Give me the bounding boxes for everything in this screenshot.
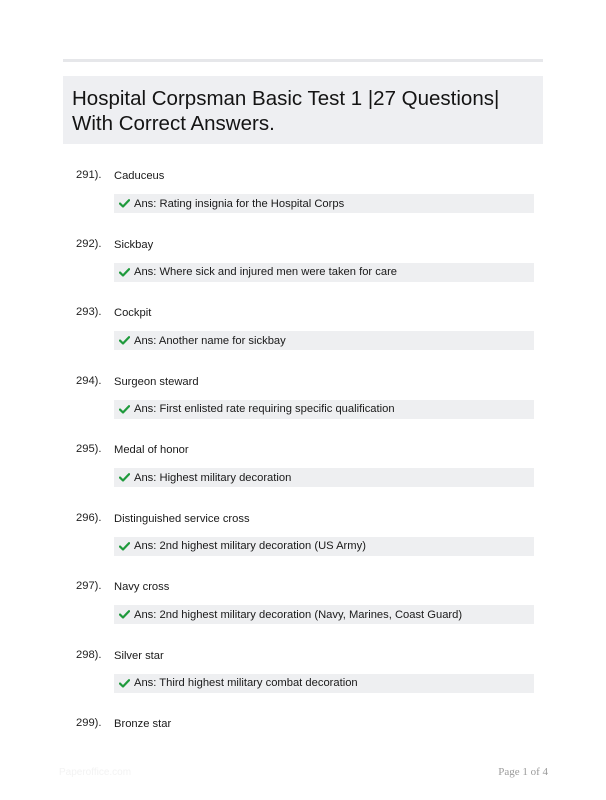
question-list	[63, 167, 543, 784]
page-number: Page 1 of 4	[498, 766, 548, 778]
answer-box	[114, 537, 534, 556]
question-text: Navy cross	[114, 581, 170, 593]
answer-text: Ans: First enlisted rate requiring specific qualification	[134, 403, 395, 415]
question-text: Distinguished service cross	[114, 512, 250, 525]
question-text: Medal of honor	[114, 444, 189, 456]
question-number: 299).	[76, 717, 102, 729]
question-item	[63, 715, 543, 784]
check-icon	[119, 268, 130, 277]
question-number: 297).	[76, 580, 102, 592]
question-number: 295).	[76, 443, 102, 455]
question-item	[63, 510, 543, 579]
check-icon	[119, 542, 130, 551]
answer-box	[114, 263, 534, 282]
answer-text: Ans: Another name for sickbay	[134, 334, 286, 347]
question-number: 292).	[76, 237, 102, 250]
question-text: Caduceus	[114, 170, 165, 182]
answer-text: Ans: Rating insignia for the Hospital Corps	[134, 197, 345, 210]
question-number: 298).	[76, 648, 102, 661]
question-text: Surgeon steward	[114, 375, 199, 388]
answer-box	[114, 468, 534, 487]
question-number: 294).	[76, 374, 102, 387]
check-icon	[119, 473, 130, 482]
answer-text: Ans: Third highest military combat decoration	[134, 677, 358, 689]
answer-box	[114, 400, 534, 419]
check-icon	[119, 405, 130, 414]
question-text: Bronze star	[114, 718, 172, 730]
question-item	[63, 441, 543, 510]
top-divider	[63, 59, 543, 62]
answer-text: Ans: 2nd highest military decoration (Navy, Marines, Coast Guard)	[134, 608, 463, 621]
question-item	[63, 304, 543, 373]
check-icon	[119, 336, 130, 345]
question-number: 291).	[76, 169, 102, 181]
title-banner	[63, 76, 543, 144]
answer-box	[114, 194, 534, 213]
answer-text: Ans: 2nd highest military decoration (US Army)	[134, 540, 366, 552]
question-item	[63, 167, 543, 236]
footer-watermark: Paperoffice.com	[59, 767, 132, 778]
answer-text: Ans: Where sick and injured men were taken for care	[134, 266, 398, 278]
question-number: 293).	[76, 306, 102, 318]
question-text: Sickbay	[114, 238, 154, 251]
question-text: Silver star	[114, 649, 164, 662]
check-icon	[119, 610, 130, 619]
answer-box	[114, 605, 534, 624]
check-icon	[119, 199, 130, 208]
question-text: Cockpit	[114, 307, 152, 319]
question-item	[63, 647, 543, 716]
question-item	[63, 236, 543, 305]
question-item	[63, 578, 543, 647]
answer-box	[114, 674, 534, 693]
question-number: 296).	[76, 511, 102, 524]
answer-text: Ans: Highest military decoration	[134, 471, 292, 484]
check-icon	[119, 679, 130, 688]
question-item	[63, 373, 543, 442]
page-title: Hospital Corpsman Basic Test 1 |27 Questions| With Correct Answers.	[72, 87, 500, 135]
answer-box	[114, 331, 534, 350]
